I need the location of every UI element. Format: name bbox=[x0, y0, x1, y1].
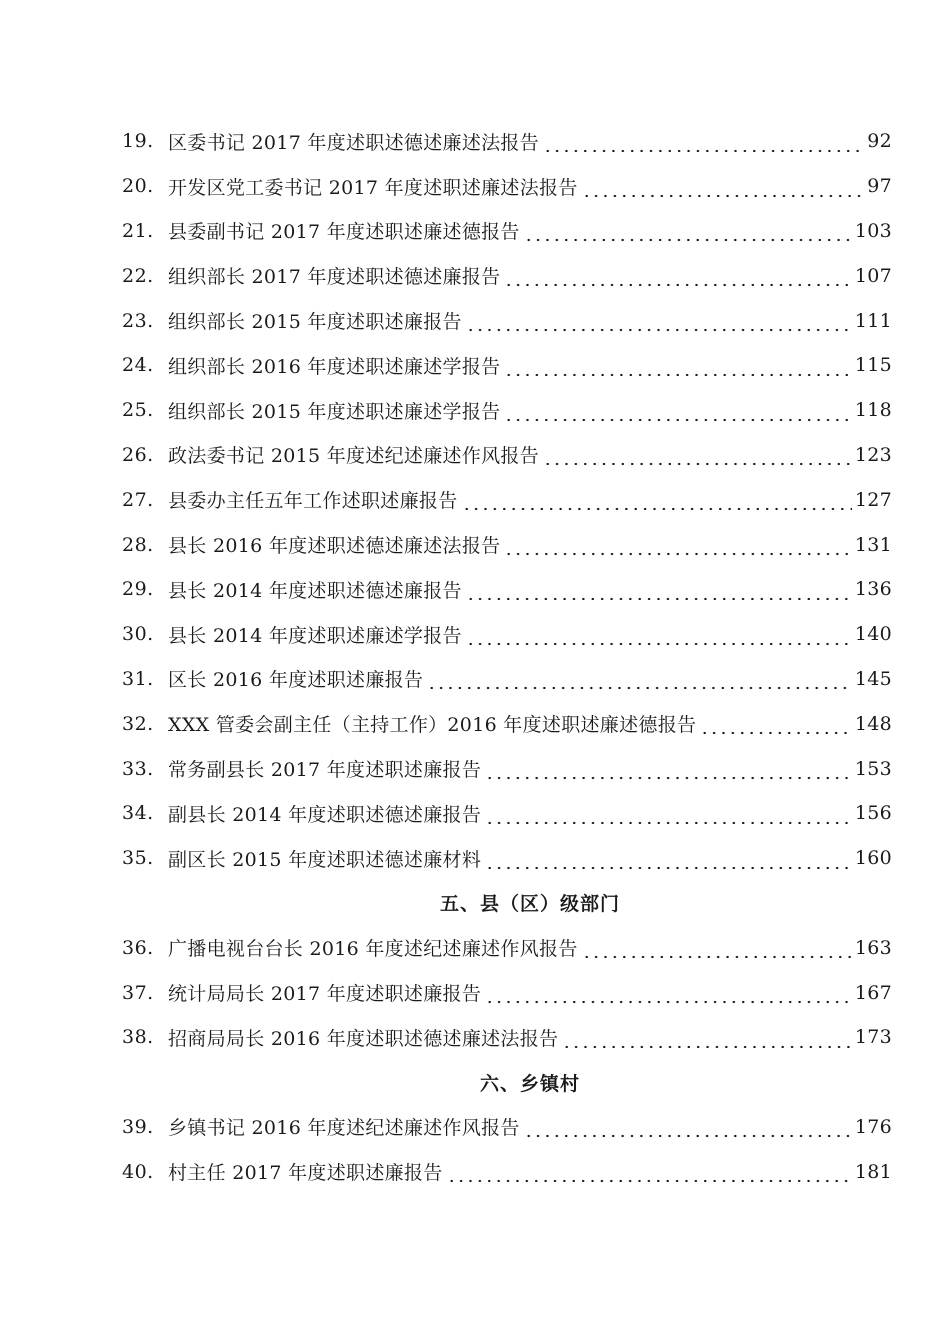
dot-leader bbox=[427, 672, 852, 691]
entry-title: XXX 管委会副主任（主持工作）2016 年度述职述廉述德报告 bbox=[168, 714, 697, 737]
toc-entry[interactable] bbox=[122, 836, 892, 881]
entry-number: 30. bbox=[122, 623, 154, 646]
toc-entry[interactable] bbox=[122, 1015, 892, 1060]
entry-number: 21. bbox=[122, 219, 154, 242]
entry-page-number: 145 bbox=[854, 667, 892, 690]
entry-title: 开发区党工委书记 2017 年度述职述廉述法报告 bbox=[168, 176, 578, 199]
entry-title: 组织部长 2016 年度述职述廉述学报告 bbox=[168, 355, 501, 378]
dot-leader bbox=[485, 762, 852, 781]
dot-leader bbox=[582, 180, 865, 199]
table-of-contents bbox=[122, 119, 892, 1194]
dot-leader bbox=[543, 135, 864, 154]
dot-leader bbox=[504, 269, 851, 288]
toc-entry[interactable] bbox=[122, 567, 892, 612]
entry-page-number: 148 bbox=[854, 712, 892, 735]
dot-leader bbox=[504, 359, 851, 378]
entry-page-number: 167 bbox=[854, 981, 892, 1004]
dot-leader bbox=[504, 538, 851, 557]
entry-title: 县委副书记 2017 年度述职述廉述德报告 bbox=[168, 221, 520, 244]
entry-title: 组织部长 2015 年度述职述廉述学报告 bbox=[168, 400, 501, 423]
toc-entry[interactable] bbox=[122, 970, 892, 1015]
entry-page-number: 176 bbox=[854, 1115, 892, 1138]
entry-page-number: 118 bbox=[854, 399, 892, 422]
entry-page-number: 111 bbox=[854, 309, 892, 332]
entry-page-number: 107 bbox=[854, 264, 892, 287]
toc-entry[interactable] bbox=[122, 388, 892, 433]
entry-title: 乡镇书记 2016 年度述纪述廉述作风报告 bbox=[168, 1117, 520, 1140]
entry-number: 37. bbox=[122, 981, 154, 1004]
entry-title: 区长 2016 年度述职述廉报告 bbox=[168, 669, 424, 692]
dot-leader bbox=[582, 941, 852, 960]
entry-number: 25. bbox=[122, 399, 154, 422]
toc-entry[interactable] bbox=[122, 791, 892, 836]
entry-title: 县长 2014 年度述职述廉述学报告 bbox=[168, 624, 462, 647]
toc-entry[interactable] bbox=[122, 746, 892, 791]
dot-leader bbox=[524, 224, 852, 243]
entry-number: 40. bbox=[122, 1160, 154, 1183]
entry-number: 27. bbox=[122, 488, 154, 511]
entry-number: 29. bbox=[122, 578, 154, 601]
toc-entry[interactable] bbox=[122, 119, 892, 164]
entry-page-number: 123 bbox=[854, 443, 892, 466]
entry-title: 组织部长 2015 年度述职述廉报告 bbox=[168, 311, 462, 334]
entry-page-number: 181 bbox=[854, 1160, 892, 1183]
toc-entry[interactable] bbox=[122, 612, 892, 657]
entry-title: 统计局局长 2017 年度述职述廉报告 bbox=[168, 983, 482, 1006]
entry-title: 招商局局长 2016 年度述职述德述廉述法报告 bbox=[168, 1027, 559, 1050]
entry-page-number: 127 bbox=[854, 488, 892, 511]
section-heading: 六、乡镇村 bbox=[479, 1072, 580, 1095]
dot-leader bbox=[462, 493, 852, 512]
entry-number: 28. bbox=[122, 533, 154, 556]
entry-page-number: 97 bbox=[867, 175, 892, 198]
entry-number: 24. bbox=[122, 354, 154, 377]
entry-title: 副区长 2015 年度述职述德述廉材料 bbox=[168, 848, 482, 871]
entry-page-number: 173 bbox=[854, 1026, 892, 1049]
toc-entry[interactable] bbox=[122, 477, 892, 522]
entry-page-number: 156 bbox=[854, 802, 892, 825]
toc-entry[interactable] bbox=[122, 1105, 892, 1150]
entry-number: 34. bbox=[122, 802, 154, 825]
dot-leader bbox=[562, 1031, 851, 1050]
entry-page-number: 140 bbox=[854, 623, 892, 646]
dot-leader bbox=[543, 448, 852, 467]
entry-page-number: 92 bbox=[867, 130, 892, 153]
entry-number: 32. bbox=[122, 712, 154, 735]
entry-number: 36. bbox=[122, 936, 154, 959]
dot-leader bbox=[485, 852, 852, 871]
dot-leader bbox=[466, 314, 852, 333]
entry-number: 33. bbox=[122, 757, 154, 780]
entry-page-number: 136 bbox=[854, 578, 892, 601]
entry-page-number: 160 bbox=[854, 847, 892, 870]
entry-page-number: 153 bbox=[854, 757, 892, 780]
entry-page-number: 103 bbox=[854, 219, 892, 242]
dot-leader bbox=[524, 1120, 852, 1139]
entry-number: 22. bbox=[122, 264, 154, 287]
entry-title: 县长 2014 年度述职述德述廉报告 bbox=[168, 579, 462, 602]
section-heading: 五、县（区）级部门 bbox=[439, 893, 620, 916]
dot-leader bbox=[700, 717, 852, 736]
toc-entry[interactable] bbox=[122, 253, 892, 298]
toc-entry[interactable] bbox=[122, 1149, 892, 1194]
entry-title: 县委办主任五年工作述职述廉报告 bbox=[168, 490, 458, 513]
entry-number: 31. bbox=[122, 667, 154, 690]
dot-leader bbox=[466, 628, 852, 647]
dot-leader bbox=[447, 1165, 852, 1184]
toc-entry[interactable] bbox=[122, 701, 892, 746]
toc-entry[interactable] bbox=[122, 209, 892, 254]
entry-title: 县长 2016 年度述职述德述廉述法报告 bbox=[168, 535, 501, 558]
entry-number: 26. bbox=[122, 443, 154, 466]
toc-entry[interactable] bbox=[122, 522, 892, 567]
entry-page-number: 115 bbox=[854, 354, 892, 377]
toc-entry[interactable] bbox=[122, 164, 892, 209]
dot-leader bbox=[504, 404, 851, 423]
toc-entry[interactable] bbox=[122, 298, 892, 343]
toc-entry[interactable] bbox=[122, 433, 892, 478]
entry-number: 19. bbox=[122, 130, 154, 153]
entry-title: 区委书记 2017 年度述职述德述廉述法报告 bbox=[168, 131, 540, 154]
dot-leader bbox=[485, 986, 852, 1005]
entry-number: 38. bbox=[122, 1026, 154, 1049]
entry-title: 常务副县长 2017 年度述职述廉报告 bbox=[168, 759, 482, 782]
entry-title: 政法委书记 2015 年度述纪述廉述作风报告 bbox=[168, 445, 540, 468]
dot-leader bbox=[466, 583, 852, 602]
entry-title: 组织部长 2017 年度述职述德述廉报告 bbox=[168, 266, 501, 289]
entry-number: 23. bbox=[122, 309, 154, 332]
entry-title: 副县长 2014 年度述职述德述廉报告 bbox=[168, 803, 482, 826]
entry-page-number: 131 bbox=[854, 533, 892, 556]
entry-title: 村主任 2017 年度述职述廉报告 bbox=[168, 1162, 443, 1185]
entry-number: 39. bbox=[122, 1115, 154, 1138]
dot-leader bbox=[485, 807, 852, 826]
toc-entry[interactable] bbox=[122, 925, 892, 970]
toc-entry[interactable] bbox=[122, 657, 892, 702]
entry-number: 20. bbox=[122, 175, 154, 198]
entry-title: 广播电视台台长 2016 年度述纪述廉述作风报告 bbox=[168, 938, 578, 961]
toc-entry[interactable] bbox=[122, 343, 892, 388]
entry-number: 35. bbox=[122, 847, 154, 870]
entry-page-number: 163 bbox=[854, 936, 892, 959]
